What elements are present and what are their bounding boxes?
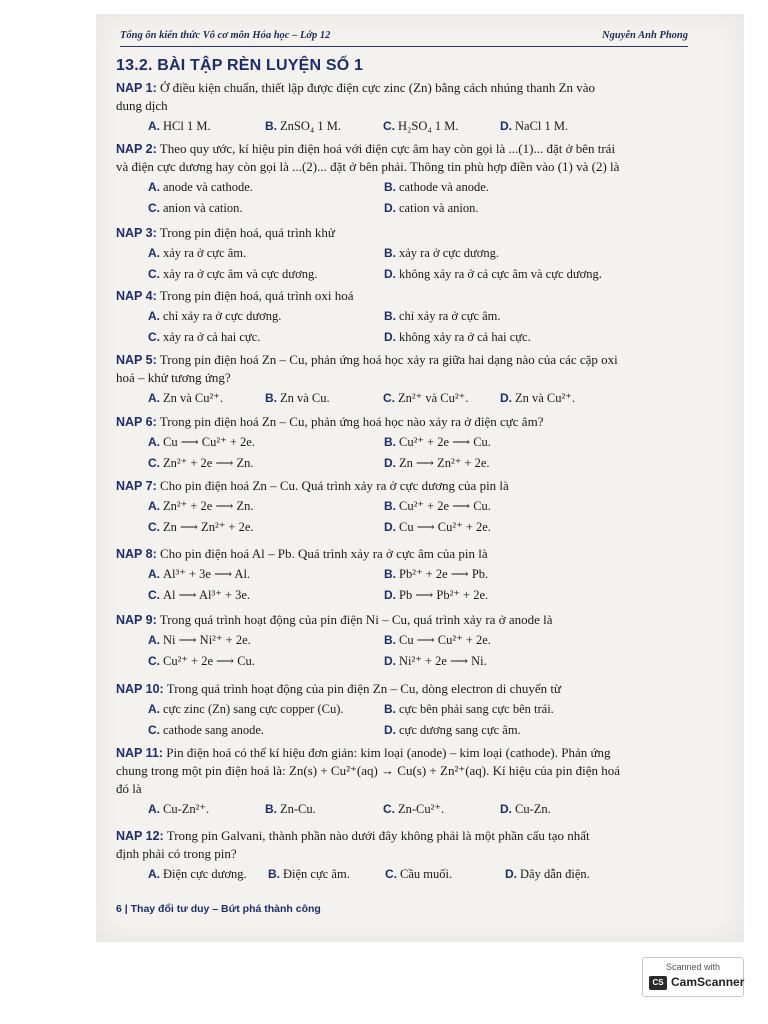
option-text: Zn-Cu. bbox=[280, 802, 316, 816]
section-title: 13.2. BÀI TẬP RÈN LUYỆN SỐ 1 bbox=[116, 57, 364, 74]
option-letter: A. bbox=[148, 702, 160, 716]
answer-option[interactable] bbox=[384, 566, 488, 582]
option-text: cathode sang anode. bbox=[163, 723, 265, 737]
answer-option[interactable] bbox=[148, 801, 209, 817]
option-text: Cu-Zn. bbox=[515, 802, 551, 816]
option-text: H₂SO₄ 1 M. bbox=[398, 119, 459, 133]
answer-option[interactable] bbox=[384, 455, 490, 471]
option-letter: D. bbox=[384, 588, 396, 602]
answer-option[interactable] bbox=[148, 200, 243, 216]
question-text-line bbox=[116, 763, 690, 779]
option-text: cực dương sang cực âm. bbox=[399, 723, 521, 737]
option-text: Cu ⟶ Cu²⁺ + 2e. bbox=[399, 633, 491, 647]
option-letter: B. bbox=[384, 246, 396, 260]
option-letter: A. bbox=[148, 633, 160, 647]
question-stem: Cho pin điện hoá Zn – Cu. Quá trình xảy ra ở cực dương của pin là bbox=[160, 478, 509, 493]
question-text-line bbox=[116, 546, 690, 562]
answer-option[interactable] bbox=[384, 587, 488, 603]
question-text-line bbox=[116, 370, 690, 386]
question-text-line bbox=[116, 225, 690, 241]
option-letter: C. bbox=[383, 391, 395, 405]
answer-option[interactable] bbox=[384, 434, 491, 450]
option-letter: B. bbox=[384, 633, 396, 647]
question-stem: Trong pin điện hoá, quá trình khử bbox=[159, 225, 335, 240]
option-text: Điện cực âm. bbox=[283, 867, 350, 881]
option-text: anion và cation. bbox=[163, 201, 243, 215]
question-number: NAP 2: bbox=[116, 142, 157, 156]
option-text: Al ⟶ Al³⁺ + 3e. bbox=[163, 588, 251, 602]
question-stem: Pin điện hoá có thể kí hiệu đơn giản: kim loại (anode) – kim loại (cathode). Phản ứng bbox=[166, 745, 611, 760]
option-text: cực zinc (Zn) sang cực copper (Cu). bbox=[163, 702, 344, 716]
option-text: Điện cực dương. bbox=[163, 867, 247, 881]
option-text: xảy ra ở cực âm. bbox=[163, 246, 247, 260]
option-text: Zn và Cu²⁺. bbox=[163, 391, 223, 405]
option-text: Cu ⟶ Cu²⁺ + 2e. bbox=[399, 520, 491, 534]
question-stem: Trong quá trình hoạt động của pin điện Zn – Cu, dòng electron di chuyển từ bbox=[166, 681, 562, 696]
answer-option[interactable] bbox=[384, 519, 491, 535]
answer-option[interactable] bbox=[384, 722, 521, 738]
answer-option[interactable] bbox=[384, 498, 491, 514]
answer-option[interactable] bbox=[385, 866, 452, 882]
question-text-line bbox=[116, 98, 690, 114]
answer-option[interactable] bbox=[148, 266, 317, 282]
camscanner-logo-icon: CS bbox=[649, 976, 667, 990]
question-text-line bbox=[116, 80, 690, 96]
answer-option[interactable] bbox=[384, 200, 479, 216]
option-text: xảy ra ở cả hai cực. bbox=[163, 330, 261, 344]
question-number: NAP 6: bbox=[116, 415, 157, 429]
answer-option[interactable] bbox=[148, 653, 255, 669]
option-letter: C. bbox=[148, 654, 160, 668]
running-header bbox=[120, 28, 688, 47]
option-letter: B. bbox=[384, 702, 396, 716]
answer-option[interactable] bbox=[265, 390, 330, 406]
scanner-caption: Scanned with bbox=[665, 962, 721, 972]
question-stem: Theo quy ước, kí hiệu pin điện hoá với điện cực âm hay còn gọi là ...(1)... đặt ở bên trái bbox=[159, 141, 616, 156]
option-text: Zn-Cu²⁺. bbox=[398, 802, 445, 816]
answer-option[interactable] bbox=[384, 308, 501, 324]
answer-option[interactable] bbox=[148, 308, 281, 324]
option-letter: D. bbox=[384, 654, 396, 668]
option-text: chỉ xảy ra ở cực dương. bbox=[163, 309, 282, 323]
answer-option[interactable] bbox=[384, 329, 531, 345]
answer-option[interactable] bbox=[383, 118, 458, 134]
question-text-line bbox=[116, 828, 690, 844]
option-letter: D. bbox=[384, 330, 396, 344]
question-stem: Cho pin điện hoá Al – Pb. Quá trình xảy ra ở cực âm của pin là bbox=[160, 546, 488, 561]
page-footer: 6 | Thay đổi tư duy – Bứt phá thành công bbox=[116, 903, 321, 915]
question-number: NAP 11: bbox=[116, 746, 164, 760]
option-letter: D. bbox=[384, 267, 396, 281]
answer-option[interactable] bbox=[384, 701, 554, 717]
question-stem: và điện cực dương hay còn gọi là ...(2)... đặt ở bên phải. Thông tin phù hợp điền vào (1) và (2) là bbox=[116, 159, 620, 174]
option-text: Zn²⁺ + 2e ⟶ Zn. bbox=[163, 456, 254, 470]
question-text-line bbox=[116, 681, 690, 697]
answer-option[interactable] bbox=[148, 866, 247, 882]
option-letter: A. bbox=[148, 309, 160, 323]
option-text: Al³⁺ + 3e ⟶ Al. bbox=[163, 567, 251, 581]
option-letter: A. bbox=[148, 867, 160, 881]
answer-option[interactable] bbox=[500, 801, 551, 817]
question-stem: Trong pin điện hoá, quá trình oxi hoá bbox=[159, 288, 354, 303]
answer-option[interactable] bbox=[148, 722, 264, 738]
option-text: Zn²⁺ và Cu²⁺. bbox=[398, 391, 469, 405]
header-book-title: Tổng ôn kiến thức Vô cơ môn Hóa học – Lớp 12 bbox=[120, 30, 331, 41]
question-stem: dung dịch bbox=[116, 98, 168, 113]
answer-option[interactable] bbox=[148, 498, 254, 514]
option-letter: B. bbox=[384, 435, 396, 449]
question-number: NAP 12: bbox=[116, 829, 164, 843]
option-letter: B. bbox=[384, 567, 396, 581]
answer-option[interactable] bbox=[505, 866, 590, 882]
option-letter: C. bbox=[383, 802, 395, 816]
header-author: Nguyễn Anh Phong bbox=[602, 30, 688, 41]
question-stem: Ở điều kiện chuẩn, thiết lập được điện cực zinc (Zn) bằng cách nhúng thanh Zn vào bbox=[160, 80, 596, 95]
option-text: Zn ⟶ Zn²⁺ + 2e. bbox=[163, 520, 254, 534]
answer-option[interactable] bbox=[384, 632, 491, 648]
answer-option[interactable] bbox=[148, 587, 250, 603]
option-text: ZnSO₄ 1 M. bbox=[280, 119, 341, 133]
question-text-line bbox=[116, 846, 690, 862]
option-letter: D. bbox=[500, 391, 512, 405]
option-letter: A. bbox=[148, 119, 160, 133]
option-text: cực bên phải sang cực bên trái. bbox=[399, 702, 554, 716]
option-text: không xảy ra ở cả hai cực. bbox=[399, 330, 531, 344]
question-stem: Trong pin điện hoá Zn – Cu, phản ứng hoá học nào xảy ra ở điện cực âm? bbox=[159, 414, 544, 429]
question-number: NAP 9: bbox=[116, 613, 157, 627]
question-text-line bbox=[116, 141, 690, 157]
option-text: Cầu muối. bbox=[400, 867, 453, 881]
answer-option[interactable] bbox=[384, 653, 487, 669]
option-letter: C. bbox=[385, 867, 397, 881]
question-text-line bbox=[116, 612, 690, 628]
option-text: Zn và Cu. bbox=[280, 391, 330, 405]
option-text: xảy ra ở cực dương. bbox=[399, 246, 499, 260]
option-letter: A. bbox=[148, 180, 160, 194]
option-text: Cu²⁺ + 2e ⟶ Cu. bbox=[399, 435, 491, 449]
answer-option[interactable] bbox=[384, 266, 602, 282]
option-letter: A. bbox=[148, 435, 160, 449]
answer-option[interactable] bbox=[148, 519, 254, 535]
option-letter: D. bbox=[384, 456, 396, 470]
question-number: NAP 5: bbox=[116, 353, 157, 367]
option-letter: A. bbox=[148, 499, 160, 513]
option-text: Cu²⁺ + 2e ⟶ Cu. bbox=[163, 654, 255, 668]
option-letter: D. bbox=[384, 723, 396, 737]
option-text: cation và anion. bbox=[399, 201, 479, 215]
answer-option[interactable] bbox=[148, 455, 254, 471]
answer-option[interactable] bbox=[268, 866, 350, 882]
answer-option[interactable] bbox=[148, 632, 251, 648]
answer-option[interactable] bbox=[383, 390, 468, 406]
answer-option[interactable] bbox=[148, 179, 253, 195]
option-letter: C. bbox=[148, 588, 160, 602]
option-text: Zn và Cu²⁺. bbox=[515, 391, 575, 405]
question-text-line bbox=[116, 352, 690, 368]
question-number: NAP 4: bbox=[116, 289, 157, 303]
option-text: xảy ra ở cực âm và cực dương. bbox=[163, 267, 318, 281]
answer-option[interactable] bbox=[383, 801, 444, 817]
option-text: HCl 1 M. bbox=[163, 119, 211, 133]
answer-option[interactable] bbox=[148, 434, 255, 450]
option-letter: C. bbox=[148, 267, 160, 281]
option-letter: A. bbox=[148, 802, 160, 816]
question-stem: Trong pin Galvani, thành phần nào dưới đây không phải là một phần cấu tạo nhất bbox=[166, 828, 590, 843]
question-text-line bbox=[116, 478, 690, 494]
option-text: anode và cathode. bbox=[163, 180, 253, 194]
question-number: NAP 3: bbox=[116, 226, 157, 240]
answer-option[interactable] bbox=[148, 701, 343, 717]
option-text: Ni²⁺ + 2e ⟶ Ni. bbox=[399, 654, 487, 668]
question-stem: Trong quá trình hoạt động của pin điện Ni – Cu, quá trình xảy ra ở anode là bbox=[159, 612, 553, 627]
answer-option[interactable] bbox=[148, 329, 260, 345]
option-letter: D. bbox=[384, 201, 396, 215]
answer-option[interactable] bbox=[384, 245, 499, 261]
question-text-line bbox=[116, 745, 690, 761]
option-letter: B. bbox=[265, 119, 277, 133]
option-text: Pb ⟶ Pb²⁺ + 2e. bbox=[399, 588, 489, 602]
option-letter: A. bbox=[148, 246, 160, 260]
answer-option[interactable] bbox=[265, 801, 316, 817]
option-letter: B. bbox=[268, 867, 280, 881]
option-letter: C. bbox=[148, 330, 160, 344]
option-text: Zn²⁺ + 2e ⟶ Zn. bbox=[163, 499, 254, 513]
option-letter: D. bbox=[384, 520, 396, 534]
option-text: Zn ⟶ Zn²⁺ + 2e. bbox=[399, 456, 490, 470]
option-letter: B. bbox=[384, 309, 396, 323]
option-text: Cu²⁺ + 2e ⟶ Cu. bbox=[399, 499, 491, 513]
question-stem: chung trong một pin điện hoá là: Zn(s) + Cu²⁺(aq) → Cu(s) + Zn²⁺(aq). Kí hiệu của pin điện hoá bbox=[116, 763, 621, 778]
question-stem: định phải có trong pin? bbox=[116, 846, 237, 861]
question-stem: Trong pin điện hoá Zn – Cu, phản ứng hoá học xảy ra giữa hai dạng nào của các cặp oxi bbox=[159, 352, 618, 367]
question-number: NAP 1: bbox=[116, 81, 157, 95]
question-text-line bbox=[116, 159, 690, 175]
option-text: Cu-Zn²⁺. bbox=[163, 802, 210, 816]
answer-option[interactable] bbox=[148, 566, 250, 582]
scanner-brand: CamScanner bbox=[671, 975, 745, 989]
option-letter: C. bbox=[148, 456, 160, 470]
option-letter: D. bbox=[500, 802, 512, 816]
answer-option[interactable] bbox=[148, 118, 211, 134]
option-text: Dây dẫn điện. bbox=[520, 867, 590, 881]
question-number: NAP 10: bbox=[116, 682, 164, 696]
option-letter: C. bbox=[148, 520, 160, 534]
option-letter: B. bbox=[384, 499, 396, 513]
option-letter: C. bbox=[148, 723, 160, 737]
answer-option[interactable] bbox=[384, 179, 489, 195]
question-text-line bbox=[116, 414, 690, 430]
option-text: Ni ⟶ Ni²⁺ + 2e. bbox=[163, 633, 251, 647]
option-text: không xảy ra ở cả cực âm và cực dương. bbox=[399, 267, 602, 281]
option-text: Pb²⁺ + 2e ⟶ Pb. bbox=[399, 567, 489, 581]
question-text-line bbox=[116, 288, 690, 304]
option-letter: C. bbox=[148, 201, 160, 215]
question-stem: đó là bbox=[116, 781, 142, 796]
question-text-line bbox=[116, 781, 690, 797]
option-text: Cu ⟶ Cu²⁺ + 2e. bbox=[163, 435, 255, 449]
answer-option[interactable] bbox=[265, 118, 341, 134]
question-stem: hoá – khử tương ứng? bbox=[116, 370, 231, 385]
option-letter: D. bbox=[500, 119, 512, 133]
answer-option[interactable] bbox=[148, 390, 223, 406]
camscanner-watermark bbox=[642, 957, 744, 997]
option-letter: B. bbox=[265, 802, 277, 816]
option-letter: A. bbox=[148, 391, 160, 405]
option-text: cathode và anode. bbox=[399, 180, 489, 194]
option-letter: B. bbox=[384, 180, 396, 194]
option-letter: D. bbox=[505, 867, 517, 881]
answer-option[interactable] bbox=[500, 390, 575, 406]
answer-option[interactable] bbox=[500, 118, 568, 134]
question-number: NAP 8: bbox=[116, 547, 157, 561]
answer-option[interactable] bbox=[148, 245, 246, 261]
option-letter: A. bbox=[148, 567, 160, 581]
question-number: NAP 7: bbox=[116, 479, 157, 493]
option-letter: C. bbox=[383, 119, 395, 133]
option-letter: B. bbox=[265, 391, 277, 405]
option-text: NaCl 1 M. bbox=[515, 119, 569, 133]
option-text: chỉ xảy ra ở cực âm. bbox=[399, 309, 501, 323]
